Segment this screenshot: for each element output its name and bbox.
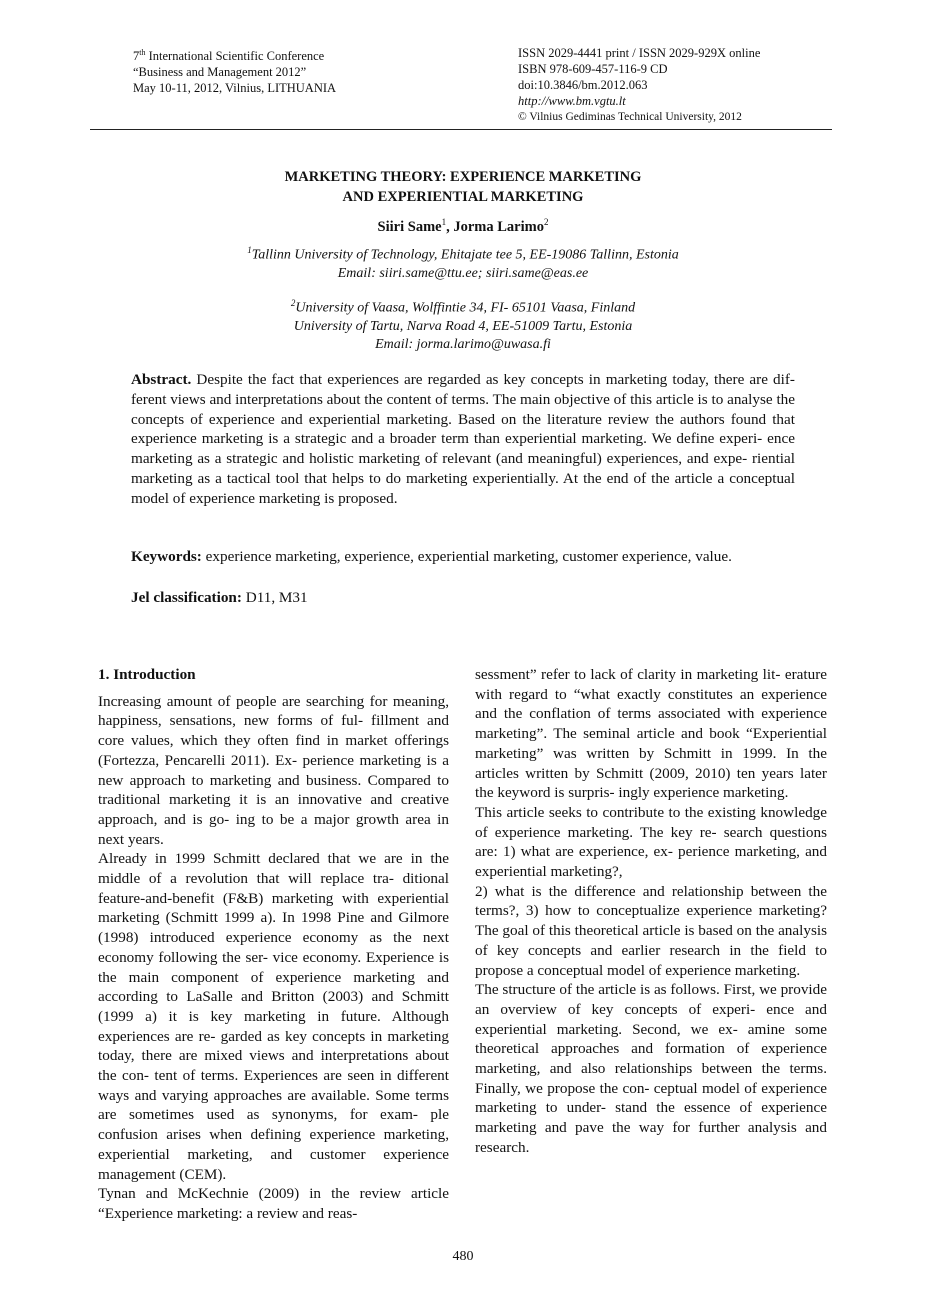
paragraph: The structure of the article is as follows. First, we provide an overview of key concepts of experi- ence and experiential marketing. Second, we ex- amine some theoretical approaches and formation of experience marketing, and also relationships between the terms. Finally, we propose the con- ceptual model of experience marketing to under- stand the essence of experience marketing and pave the way for further analysis and research. <box>475 981 827 1156</box>
abstract <box>131 370 795 509</box>
doi: doi:10.3846/bm.2012.063 <box>518 78 648 92</box>
affiliation-2: $^2$University of Vaasa, Wolffintie 34, FI- 65101 Vaasa, Finland University of Tartu, Narva Road 4, EE-51009 Tartu, Estonia Email: jorma.larimo@uwasa.fi <box>0 294 926 354</box>
conference-name: “Business and Management 2012” <box>133 65 307 80</box>
affiliation-1-email: Email: siiri.same@ttu.ee; siiri.same@eas.ee <box>337 265 589 281</box>
conference-date: May 10-11, 2012, Vilnius, LITHUANIA <box>133 81 337 96</box>
jel-label: Jel classification: <box>131 589 242 606</box>
keywords-text: experience marketing, experience, experiential marketing, customer experience, value. <box>201 548 732 565</box>
keywords-label: Keywords: <box>131 548 202 565</box>
section-heading: 1. Introduction <box>98 666 196 683</box>
author-1: Siiri Same <box>377 218 442 235</box>
paragraph: 2) what is the difference and relationship between the terms?, 3) how to conceptualize experience marketing? The goal of this theoretical article is based on the analysis of key concepts and earlier research in the field to propose a conceptual model of experience marketing. <box>475 882 827 979</box>
issn: ISSN 2029-4441 print / ISSN 2029-929X online <box>518 46 761 60</box>
right-column <box>475 665 827 1158</box>
paragraph: This article seeks to contribute to the existing knowledge of experience marketing. The key re- search questions are: 1) what are experience, ex- perience marketing, and experiential marketing?, <box>475 803 827 881</box>
paragraph: Increasing amount of people are searching for meaning, happiness, sensations, new forms of ful- fillment and core values, which they often find in market offerings (Fortezza, Pencarelli 2011). Ex- perience marketing is a new approach to marketing and business. Compared to traditional marketing it is an innovative and creative approach, and is go- ing to be a major growth area in next years. <box>98 692 449 848</box>
jel-classification <box>131 588 831 608</box>
paper-title <box>0 167 926 207</box>
title-line-1: MARKETING THEORY: EXPERIENCE MARKETING <box>284 169 642 185</box>
paragraph: Tynan and McKechnie (2009) in the review article “Experience marketing: a review and reas- <box>98 1185 449 1222</box>
left-column <box>98 665 449 1224</box>
isbn: ISBN 978-609-457-116-9 CD <box>518 62 668 76</box>
publication-info <box>518 45 760 125</box>
paragraph: sessment” refer to lack of clarity in marketing lit- erature with regard to “what exactly constitutes an experience and the conflation of terms associated with experience marketing”. The seminal article and book “Experiential marketing” was written by Schmitt in 1999. In the articles written by Schmitt (2009, 2010) ten years later the keyword is surpris- ingly experience marketing. <box>475 666 827 802</box>
paragraph: Already in 1999 Schmitt declared that we are in the middle of a revolution that will replace tra- ditional feature-and-benefit (F&B) marketing with experiential marketing (Schmitt 1999 a). In 1998 Pine and Gilmore (1998) introduced experience economy as the next economy following the ser- vice economy. Experience is the main component of experience marketing and according to LaSalle and Britton (2003) and Schmitt (1999 a) it is key marketing in future. Although experiences are re- garded as key concepts in marketing today, there are mixed views and interpretations about the con- tent of terms. Experiences are seen in different ways and varying approaches are available. Some terms are sometimes used as synonyms, for exam- ple confusion arises when defining experience marketing, experiential marketing, and customer experience management (CEM). <box>98 850 449 1183</box>
affiliation-1: $^1$Tallinn University of Technology, Ehitajate tee 5, EE-19086 Tallinn, Estonia Email: siiri.same@ttu.ee; siiri.same@eas.ee <box>0 241 926 283</box>
abstract-text: Despite the fact that experiences are regarded as key concepts in marketing today, there are dif- ferent views and interpretations about the content of terms. The main objective of this article is to analyse the concepts of experience and experiential marketing. Based on the literature review the authors found that experience marketing is a strategic and a broader term than experiential marketing. We define experi- ence marketing as a strategic and holistic marketing of relevant (and meaningful) experiences, and expe- riential marketing as a tactical tool that helps to do marketing experientially. At the end of the article a conceptual model of experience marketing is proposed. <box>131 371 795 507</box>
author-list: Siiri Same$^1$, Jorma Larimo$^2$ <box>377 217 549 235</box>
copyright: © Vilnius Gediminas Technical University, 2012 <box>518 111 742 123</box>
conference-info <box>133 45 336 96</box>
title-line-2: AND EXPERIENTIAL MARKETING <box>342 189 584 205</box>
page-number: 480 <box>452 1249 474 1264</box>
header-divider <box>90 129 832 130</box>
author-2: Jorma Larimo <box>453 218 544 235</box>
keywords <box>131 547 831 567</box>
jel-text: D11, M31 <box>241 589 308 606</box>
affiliation-2-line-2: University of Tartu, Narva Road 4, EE-51009 Tartu, Estonia <box>293 318 633 334</box>
conference-title: 7th International Scientific Conference <box>133 48 325 64</box>
abstract-label: Abstract. <box>131 371 192 388</box>
affiliation-2-email: Email: jorma.larimo@uwasa.fi <box>375 336 551 352</box>
conference-url[interactable]: http://www.bm.vgtu.lt <box>518 94 626 108</box>
